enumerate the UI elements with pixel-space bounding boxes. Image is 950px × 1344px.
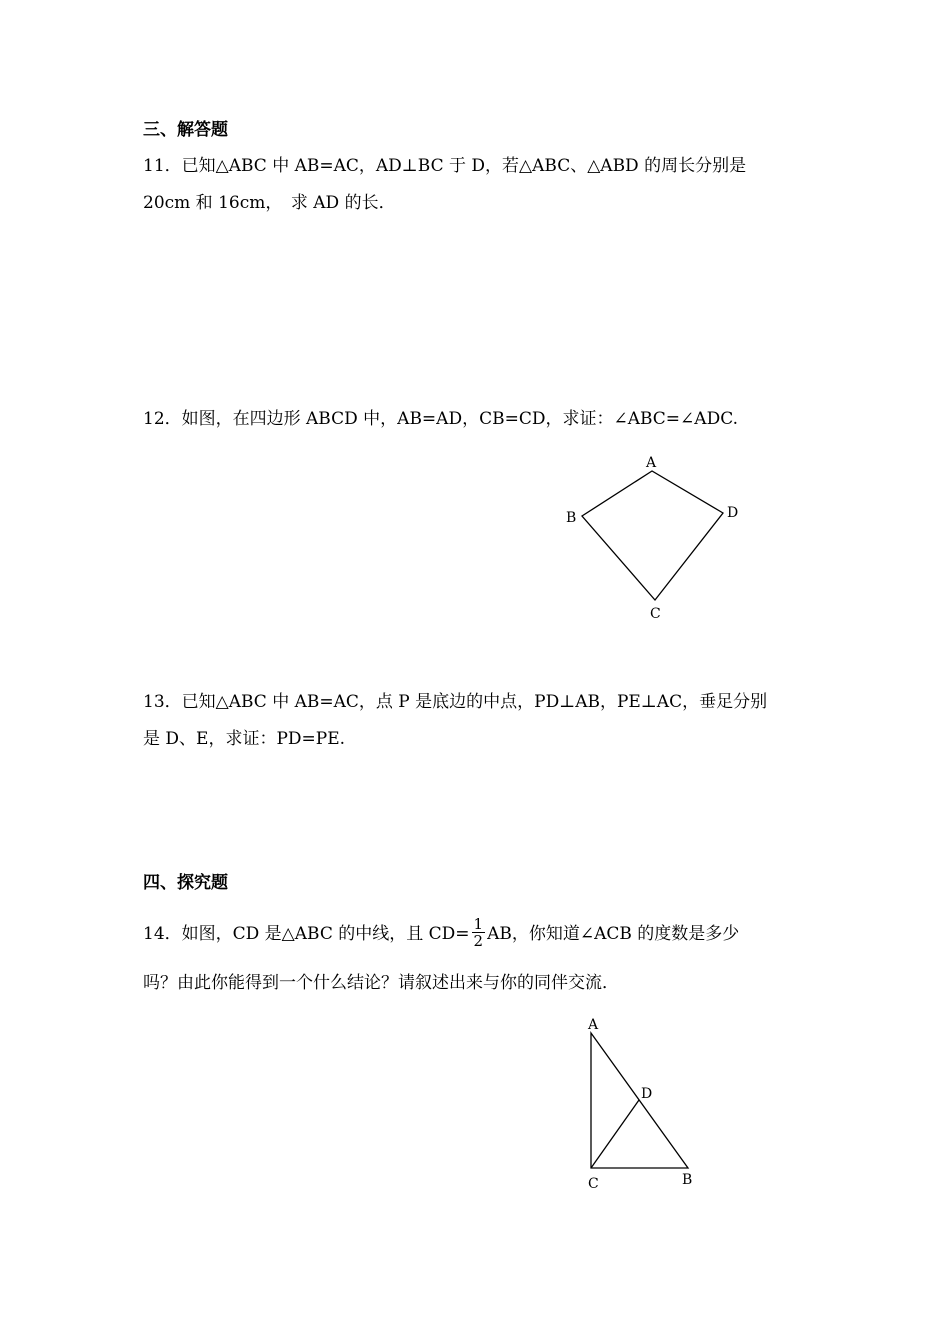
quadrilateral-abcd [582,471,723,600]
q14-line1-pre: 14．如图，CD 是△ABC 的中线，且 CD= [143,924,470,944]
median-cd [591,1100,639,1168]
q13-line1: 13．已知△ABC 中 AB=AC，点 P 是底边的中点，PD⊥AB，PE⊥AC，垂足分别 [143,692,768,712]
q11-line2: 20cm 和 16cm， 求 AD 的长． [143,193,396,213]
q12-label-d: D [727,505,739,521]
q14-frac-numerator: 1 [473,915,484,933]
q14-line2: 吗？由此你能得到一个什么结论？请叙述出来与你的同伴交流． [143,973,619,993]
q14-label-d: D [641,1086,653,1102]
q12-figure-quadrilateral [560,450,760,630]
q12-label-a: A [646,455,657,471]
q14-line1 [143,915,740,951]
section3-heading: 三、解答题 [143,120,228,140]
q14-label-c: C [588,1176,599,1192]
q14-line1-post: AB，你知道∠ACB 的度数是多少 [487,924,740,944]
q14-frac-denominator: 2 [473,932,484,950]
q14-fraction [472,916,486,949]
q12-label-c: C [650,606,661,622]
q14-label-a: A [588,1017,599,1033]
section4-heading: 四、探究题 [143,873,228,893]
q14-figure-right-triangle [575,1010,715,1195]
q14-label-b: B [682,1172,693,1188]
q13-line2: 是 D、E，求证：PD=PE. [143,729,346,749]
q12-label-b: B [566,510,577,526]
q11-line1: 11．已知△ABC 中 AB=AC，AD⊥BC 于 D，若△ABC、△ABD 的周长分别是 [143,156,747,176]
q12-line1: 12．如图，在四边形 ABCD 中，AB=AD，CB=CD，求证：∠ABC=∠ADC. [143,409,738,429]
